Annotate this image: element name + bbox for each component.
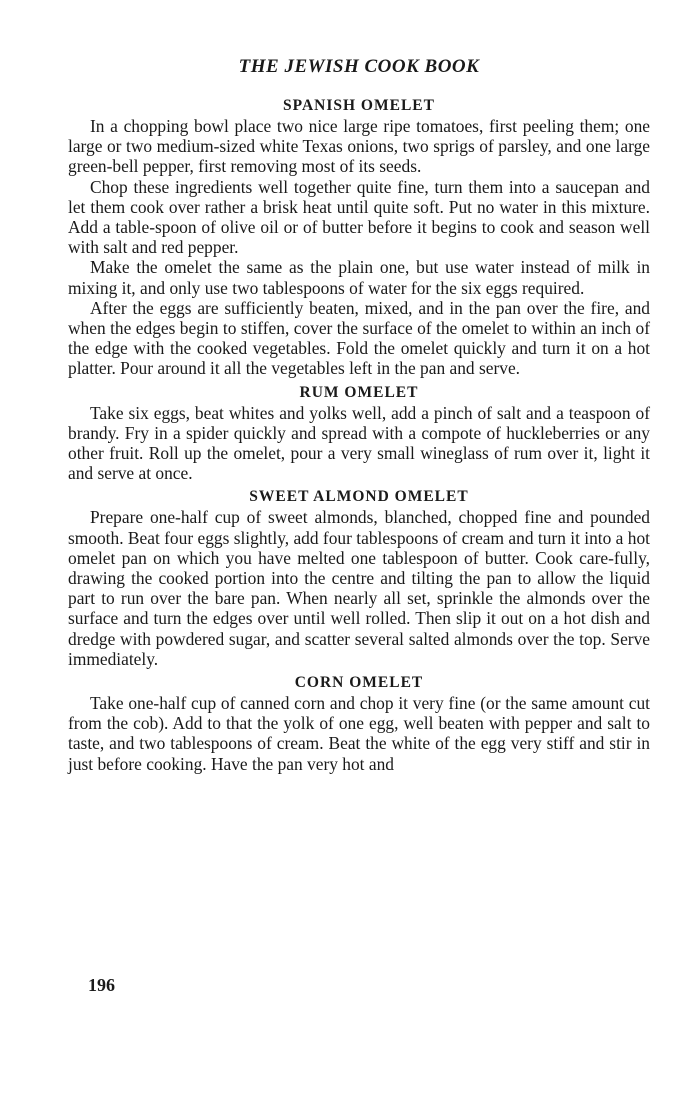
recipe-title: SWEET ALMOND OMELET [249,488,469,506]
recipe-corn-omelet [68,673,650,774]
running-title: THE JEWISH COOK BOOK [238,56,480,77]
recipe-sweet-almond-omelet [68,487,650,669]
page-number: 196 [88,975,115,995]
paragraph: Chop these ingredients well together quite fine, turn them into a saucepan and let them cook over rather a brisk heat until quite soft. Put no water in this mixture. Add a table-spoon of olive oil or of butter before it begins to cook and season well with salt and red pepper. [68,176,650,258]
paragraph: In a chopping bowl place two nice large ripe tomatoes, first peeling them; one large or two medium-sized white Texas onions, two sprigs of parsley, and one large green-bell pepper, first removing most of its seeds. [68,116,650,177]
paragraph: After the eggs are sufficiently beaten, mixed, and in the pan over the fire, and when the edges begin to stiffen, cover the surface of the omelet to within an inch of the edge with the cooked vegetables. Fold the omelet quickly and turn it on a hot platter. Pour around it all the vegetables left in the pan and serve. [68,297,650,379]
paragraph: Prepare one-half cup of sweet almonds, blanched, chopped fine and pounded smooth. Beat four eggs slightly, add four tablespoons of cream and turn it into a hot omelet pan on which you have melted one tablespoon of butter. Cook care-fully, drawing the cooked portion into the centre and tilting the pan to allow the liquid part to run over the bare pan. When nearly all set, sprinkle the almonds over the surface and turn the edges over until well rolled. Then slip it out on a hot dish and dredge with powdered sugar, and scatter several salted almonds over the top. Serve immediately. [68,507,650,669]
recipe-title: CORN OMELET [294,674,424,692]
recipe-title: SPANISH OMELET [283,97,435,114]
paragraph: Take one-half cup of canned corn and chop it very fine (or the same amount cut from the cob). Add to that the yolk of one egg, well beaten with pepper and salt to taste, and two tablespoons of cream. Beat the white of the egg very stiff and stir in just before cooking. Have the pan very hot and [68,693,650,774]
paragraph: Make the omelet the same as the plain one, but use water instead of milk in mixing it, and only use two tablespoons of water for the six eggs required. [68,257,650,298]
paragraph: Take six eggs, beat whites and yolks well, add a pinch of salt and a teaspoon of brandy. Fry in a spider quickly and spread with a compote of huckleberries or any other fruit. Roll up the omelet, pour a very small wineglass of rum over it, light it and serve at once. [68,402,650,484]
recipe-spanish-omelet [68,96,650,379]
recipe-rum-omelet [68,383,650,484]
book-page [68,56,650,778]
recipe-title: RUM OMELET [299,383,419,401]
